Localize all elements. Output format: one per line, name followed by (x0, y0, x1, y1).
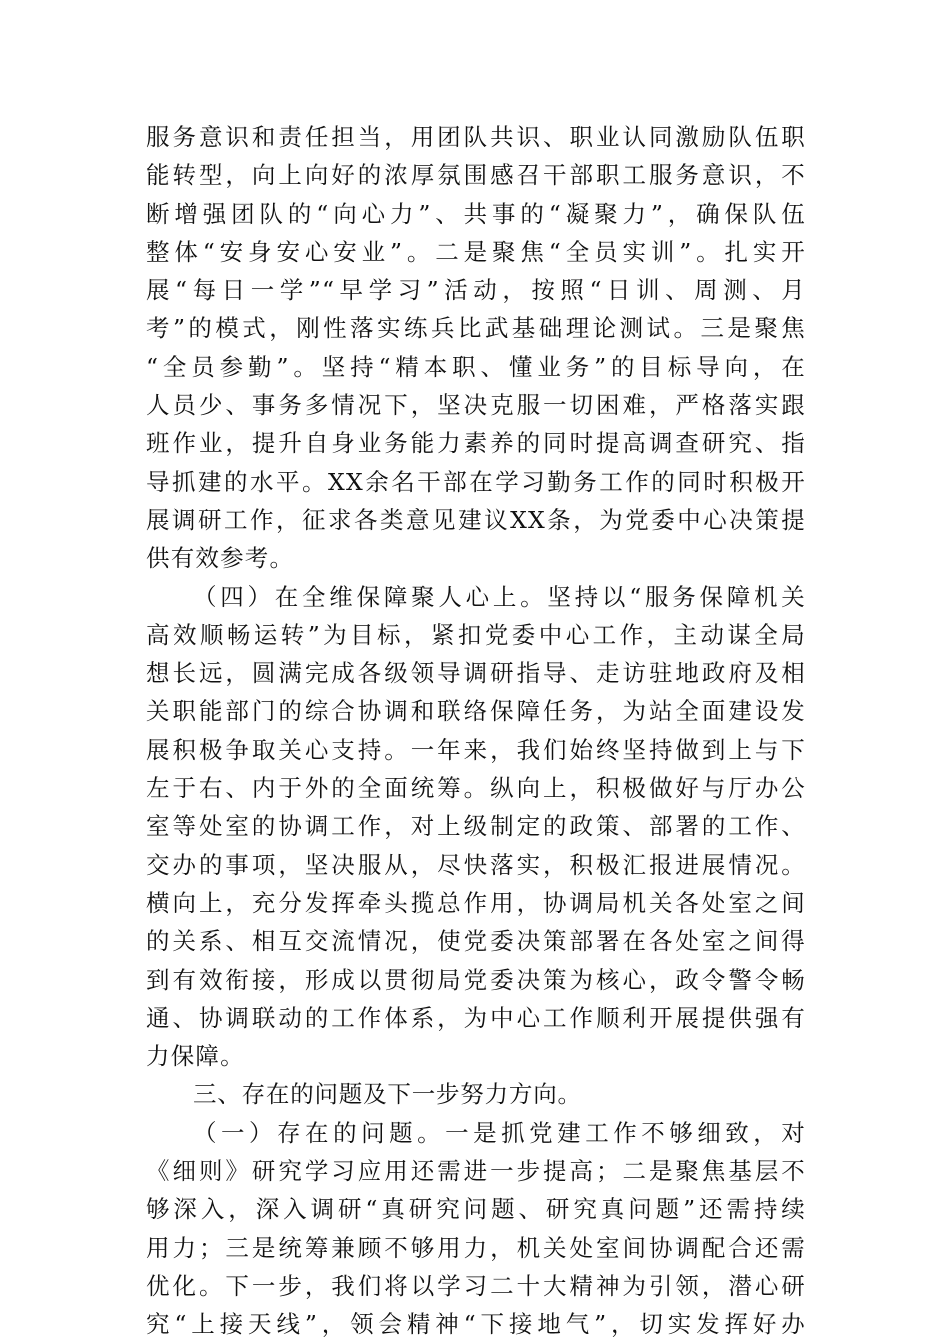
text-line: 高效顺畅运转”为目标，紧扣党委中心工作，主动谋全局 (146, 620, 806, 649)
text-line: 班作业，提升自身业务能力素养的同时提高调查研究、指 (146, 429, 806, 458)
text-line: 考”的模式，刚性落实练兵比武基础理论测试。三是聚焦 (146, 314, 806, 343)
text-line: 究“上接天线”，领会精神“下接地气”，切实发挥好办 (146, 1310, 806, 1339)
text-line: 能转型，向上向好的浓厚氛围感召干部职工服务意识，不 (146, 161, 806, 190)
text-line: 《细则》研究学习应用还需进一步提高；二是聚焦基层不 (146, 1157, 806, 1186)
paragraph-1 (146, 118, 806, 578)
text-line: 到有效衔接，形成以贯彻局党委决策为核心，政令警令畅 (146, 965, 806, 994)
text-line: 人员少、事务多情况下，坚决克服一切困难，严格落实跟 (146, 391, 806, 420)
text-line: 室等处室的协调工作，对上级制定的政策、部署的工作、 (146, 812, 806, 841)
text-line: 关职能部门的综合协调和联络保障任务，为站全面建设发 (146, 697, 806, 726)
text-line: （四）在全维保障聚人心上。坚持以“服务保障机关 (193, 582, 806, 611)
text-line: 力保障。 (146, 1042, 245, 1071)
text-line: 供有效参考。 (146, 544, 295, 573)
text-line: 交办的事项，坚决服从，尽快落实，积极汇报进展情况。 (146, 850, 806, 879)
text-line: 通、协调联动的工作体系，为中心工作顺利开展提供强有 (146, 1003, 806, 1032)
text-line: 整体“安身安心安业”。二是聚焦“全员实训”。扎实开 (146, 237, 806, 266)
document-body (146, 118, 806, 1344)
text-line: 够深入，深入调研“真研究问题、研究真问题”还需持续 (146, 1195, 806, 1224)
heading-text: 三、存在的问题及下一步努力方向。 (193, 1080, 582, 1109)
paragraph-2 (146, 578, 806, 1076)
text-line: 展积极争取关心支持。一年来，我们始终坚持做到上与下 (146, 735, 806, 764)
text-line: “全员参勤”。坚持“精本职、懂业务”的目标导向，在 (146, 352, 806, 381)
text-line: 左于右、内于外的全面统筹。纵向上，积极做好与厅办公 (146, 774, 806, 803)
text-line: 优化。下一步，我们将以学习二十大精神为引领，潜心研 (146, 1271, 806, 1300)
text-line: 导抓建的水平。XX余名干部在学习勤务工作的同时积极开 (146, 467, 806, 496)
text-line: 用力；三是统筹兼顾不够用力，机关处室间协调配合还需 (146, 1233, 806, 1262)
text-line: 横向上，充分发挥牵头揽总作用，协调局机关各处室之间 (146, 888, 806, 917)
text-line: （一）存在的问题。一是抓党建工作不够细致，对 (193, 1118, 806, 1147)
text-line: 展“每日一学”“早学习”活动，按照“日训、周测、月 (146, 276, 806, 305)
text-line: 想长远，圆满完成各级领导调研指导、走访驻地政府及相 (146, 659, 806, 688)
text-line: 的关系、相互交流情况，使党委决策部署在各处室之间得 (146, 927, 806, 956)
section-heading (146, 1075, 806, 1113)
paragraph-3 (146, 1114, 806, 1344)
text-line: 断增强团队的“向心力”、共事的“凝聚力”，确保队伍 (146, 199, 806, 228)
text-line: 展调研工作，征求各类意见建议XX条，为党委中心决策提 (146, 505, 806, 534)
text-line: 服务意识和责任担当，用团队共识、职业认同激励队伍职 (146, 123, 806, 151)
